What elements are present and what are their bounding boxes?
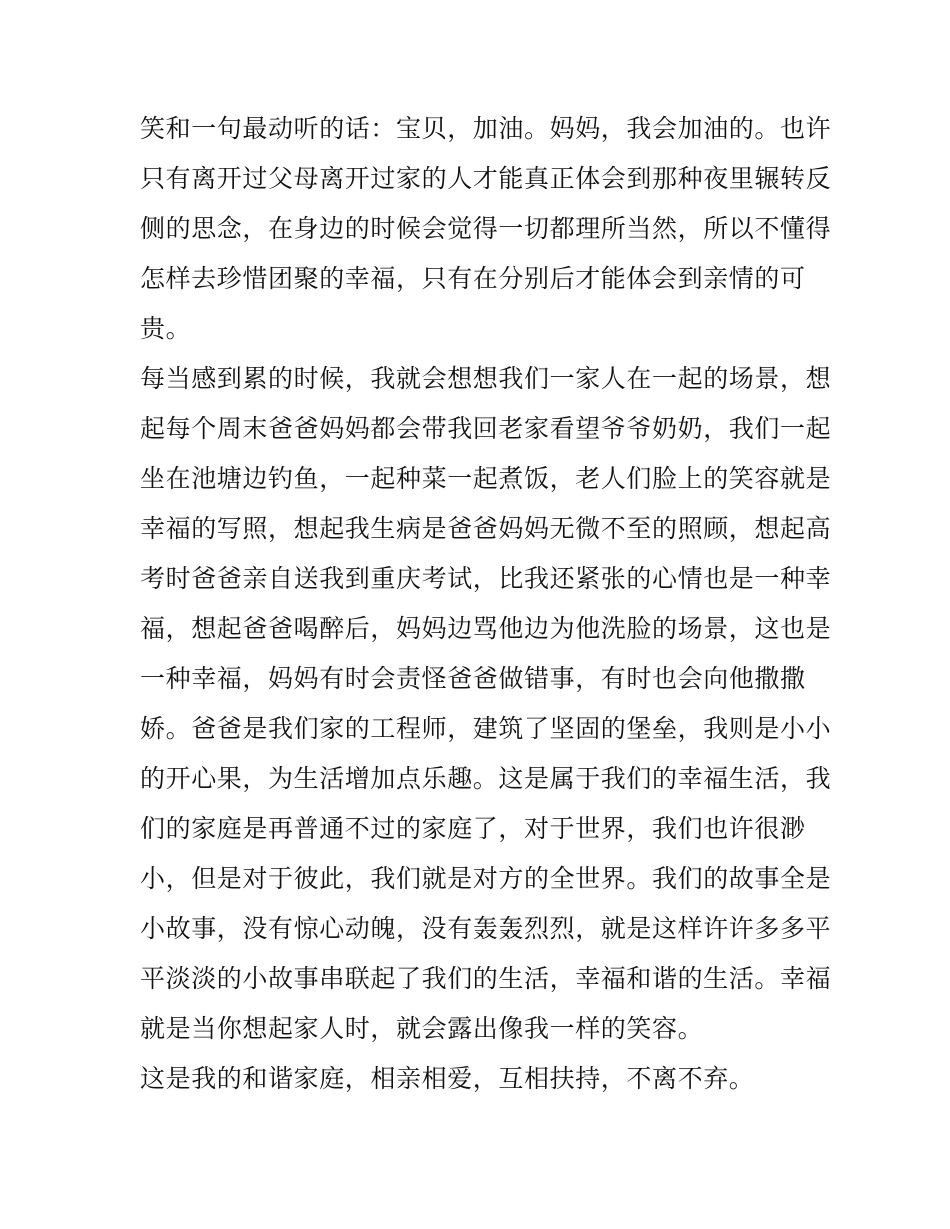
text-line: 贵。: [140, 314, 192, 343]
body-text: [140, 108, 832, 1099]
text-line: 怎样去珍惜团聚的幸福，只有在分别后才能体会到亲情的可: [140, 264, 806, 293]
text-line: 娇。爸爸是我们家的工程师，建筑了坚固的堡垒，我则是小小: [140, 714, 832, 743]
text-line: 的开心果，为生活增加点乐趣。这是属于我们的幸福生活，我: [140, 764, 832, 793]
text-line: 一种幸福，妈妈有时会责怪爸爸做错事，有时也会向他撒撒: [140, 664, 806, 693]
text-line: 这是我的和谐家庭，相亲相爱，互相扶持，不离不弃。: [140, 1064, 755, 1093]
text-line: 福，想起爸爸喝醉后，妈妈边骂他边为他洗脸的场景，这也是: [140, 614, 832, 643]
text-line: 坐在池塘边钓鱼，一起种菜一起煮饭，老人们脸上的笑容就是: [140, 464, 832, 493]
text-line: 笑和一句最动听的话：宝贝，加油。妈妈，我会加油的。也许: [140, 114, 832, 143]
text-line: 每当感到累的时候，我就会想想我们一家人在一起的场景，想: [140, 364, 832, 393]
text-line: 幸福的写照，想起我生病是爸爸妈妈无微不至的照顾，想起高: [140, 514, 832, 543]
text-line: 小故事，没有惊心动魄，没有轰轰烈烈，就是这样许许多多平: [140, 914, 832, 943]
text-line: 小，但是对于彼此，我们就是对方的全世界。我们的故事全是: [140, 864, 832, 893]
text-line: 考时爸爸亲自送我到重庆考试，比我还紧张的心情也是一种幸: [140, 564, 832, 593]
text-line: 侧的思念，在身边的时候会觉得一切都理所当然，所以不懂得: [140, 214, 832, 243]
text-line: 平淡淡的小故事串联起了我们的生活，幸福和谐的生活。幸福: [140, 964, 832, 993]
text-line: 只有离开过父母离开过家的人才能真正体会到那种夜里辗转反: [140, 164, 832, 193]
text-line: 就是当你想起家人时，就会露出像我一样的笑容。: [140, 1014, 704, 1043]
text-line: 起每个周末爸爸妈妈都会带我回老家看望爷爷奶奶，我们一起: [140, 414, 832, 443]
text-line: 们的家庭是再普通不过的家庭了，对于世界，我们也许很渺: [140, 814, 806, 843]
